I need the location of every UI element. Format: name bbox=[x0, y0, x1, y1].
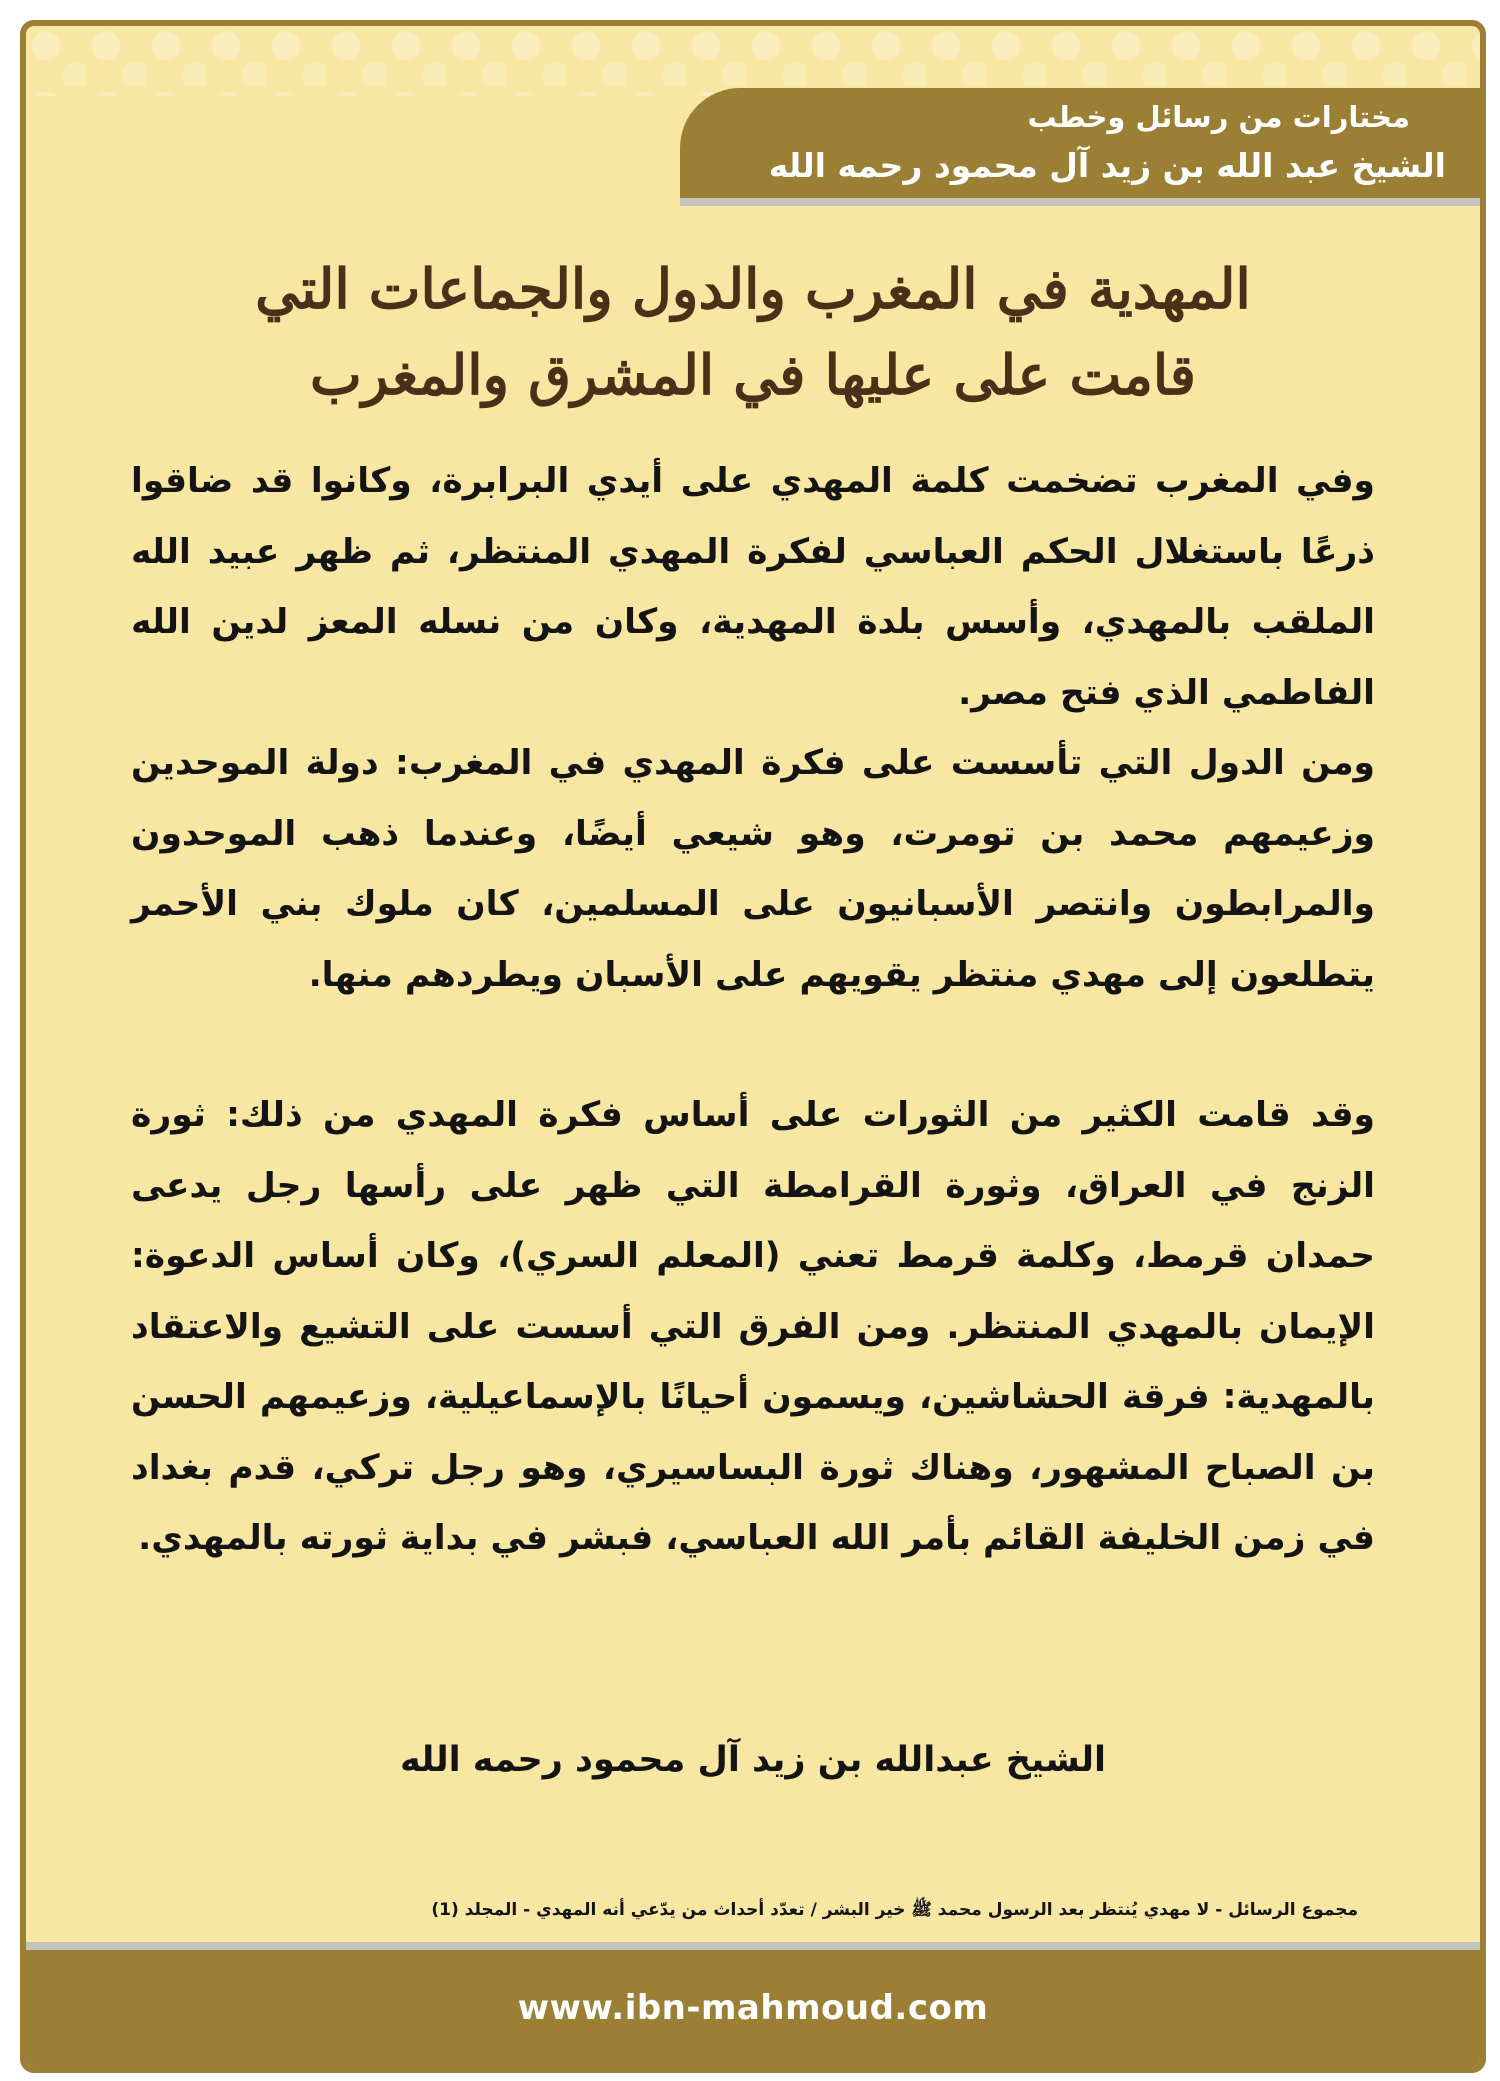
series-title: مختارات من رسائل وخطب bbox=[1027, 100, 1410, 134]
title-line-2: قامت على عليها في المشرق والمغرب bbox=[310, 342, 1196, 407]
page-frame bbox=[20, 20, 1486, 2073]
decorative-pattern bbox=[26, 26, 1480, 96]
author-name: الشيخ عبد الله بن زيد آل محمود رحمه الله bbox=[768, 146, 1446, 185]
article-body bbox=[131, 446, 1375, 1574]
source-citation: مجموع الرسائل - لا مهدي يُنتظر بعد الرسول محمد ﷺ خير البشر / تعدّد أحداث من يدّعي أنه المهدي - المجلد (1) bbox=[431, 1900, 1358, 1920]
footer-divider bbox=[26, 1942, 1480, 1950]
paragraph: وفي المغرب تضخمت كلمة المهدي على أيدي البرابرة، وكانوا قد ضاقوا ذرعًا باستغلال الحكم العباسي لفكرة المهدي المنتظر، ثم ظهر عبيد الله الملقب بالمهدي، وأسس بلدة المهدية، وكان من نسله المعز لدين الله الفاطمي الذي فتح مصر. bbox=[131, 461, 1375, 713]
article-title bbox=[86, 246, 1420, 418]
signature: الشيخ عبدالله بن زيد آل محمود رحمه الله bbox=[399, 1740, 1107, 1780]
website-link[interactable]: www.ibn-mahmoud.com bbox=[517, 1988, 989, 2028]
paragraph-gap bbox=[131, 1010, 1375, 1080]
paragraph: وقد قامت الكثير من الثورات على أساس فكرة المهدي من ذلك: ثورة الزنج في العراق، وثورة القرامطة التي ظهر على رأسها رجل يدعى حمدان قرمط، وكلمة قرمط تعني (المعلم السري)، وكان أساس الدعوة: الإيمان بالمهدي المنتظر. ومن الفرق التي أسست على التشيع والاعتقاد بالمهدية: فرقة الحشاشين، ويسمون أحيانًا بالإسماعيلية، وزعيمهم الحسن بن الصباح المشهور، وهناك ثورة البساسيري، وهو رجل تركي، قدم بغداد في زمن الخليفة القائم بأمر الله العباسي، فبشر في بداية ثورته بالمهدي. bbox=[131, 1095, 1375, 1558]
footer bbox=[26, 1950, 1480, 2067]
title-line-1: المهدية في المغرب والدول والجماعات التي bbox=[255, 256, 1251, 321]
paragraph: ومن الدول التي تأسست على فكرة المهدي في المغرب: دولة الموحدين وزعيمهم محمد بن تومرت، وهو شيعي أيضًا، وعندما ذهب الموحدون والمرابطون وانتصر الأسبانيون على المسلمين، كان ملوك بني الأحمر يتطلعون إلى مهدي منتظر يقويهم على الأسبان ويطردهم منها. bbox=[131, 743, 1375, 995]
header-banner bbox=[680, 88, 1480, 206]
